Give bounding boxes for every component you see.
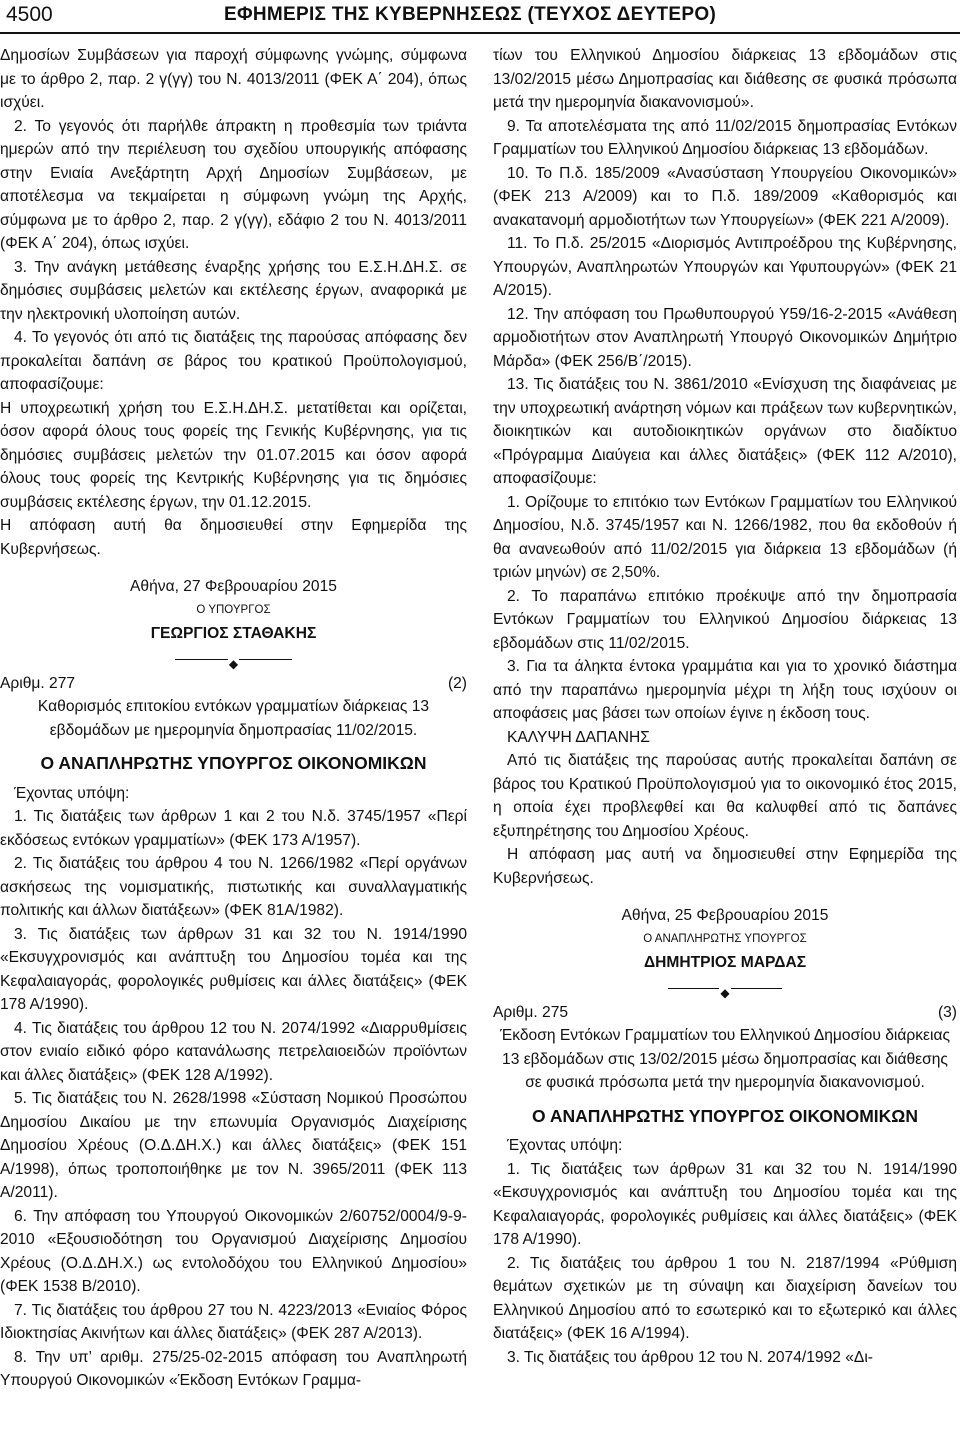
having-label: Έχοντας υπόψη: xyxy=(14,784,130,802)
paragraph: Η απόφαση αυτή θα δημοσιευθεί στην Εφημερίδα της Κυβερνήσεως. xyxy=(0,517,467,558)
diamond-icon: ◆ xyxy=(228,656,239,671)
signing-date: Αθήνα, 25 Φεβρουαρίου 2015 xyxy=(621,907,829,924)
diamond-icon: ◆ xyxy=(720,985,730,1000)
decision-number-row xyxy=(493,1001,957,1025)
decision-number-row xyxy=(0,672,467,696)
list-item: 2. Τις διατάξεις του άρθρου 4 του Ν. 1266/1982 «Περί οργάνων ασκήσεως της νομισματικής, πιστωτικής και συναλλαγματικής πολιτικής και άλλων διατάξεων» (ΦΕΚ 81Α/1982). xyxy=(0,855,467,919)
section-separator xyxy=(0,652,467,671)
decision-title: Έκδοση Εντόκων Γραμματίων του Ελληνικού Δημοσίου διάρκειας 13 εβδομάδων στις 13/02/2015 μέσω δημοπρασίας και διάθεσης σε φυσικά πρόσωπα μετά την ημερομηνία διακανονισμού. xyxy=(500,1027,950,1091)
signatory-role: Ο ΑΝΑΠΛΗΡΩΤΗΣ ΥΠΟΥΡΓΟΣ xyxy=(643,932,807,945)
authority-heading: Ο ΑΝΑΠΛΗΡΩΤΗΣ ΥΠΟΥΡΓΟΣ ΟΙΚΟΝΟΜΙΚΩΝ xyxy=(40,753,427,773)
list-item: 7. Τις διατάξεις του άρθρου 27 του Ν. 4223/2013 «Ενιαίος Φόρος Ιδιοκτησίας Ακινήτων και άλλες διατάξεις» (ΦΕΚ 287 Α/2013). xyxy=(0,1301,467,1342)
having-label: Έχοντας υπόψη: xyxy=(507,1137,623,1154)
authority-heading: Ο ΑΝΑΠΛΗΡΩΤΗΣ ΥΠΟΥΡΓΟΣ ΟΙΚΟΝΟΜΙΚΩΝ xyxy=(532,1105,918,1126)
list-item: 5. Τις διατάξεις του Ν. 2628/1998 «Σύσταση Νομικού Προσώπου Δημοσίου Δικαίου με την επωνυμία Οργανισμός Διαχείρισης Δημοσίου Χρέους (Ο.Δ.ΔΗ.Χ.) και άλλες διατάξεις» (ΦΕΚ 151 Α/1998), όπως τροποποιήθηκε με τον Ν. 3965/2011 (ΦΕΚ 113 Α/2011). xyxy=(0,1090,467,1201)
decision-number: Αριθμ. 277 xyxy=(0,674,76,692)
decision-title: Καθορισμός επιτοκίου εντόκων γραμματίων διάρκειας 13 εβδομάδων με ημερομηνία δημοπρασίας 11/02/2015. xyxy=(37,698,430,739)
section-separator xyxy=(493,981,957,1000)
decision-item: 3. Για τα άληκτα έντοκα γραμμάτια και για το χρονικό διάστημα από την παραπάνω ημερομηνία μέχρι τη λήξη τους ισχύουν οι αποφάσεις μας βάσει των οποίων έγινε η έκδοση τους. xyxy=(493,658,957,722)
list-item: 9. Τα αποτελέσματα της από 11/02/2015 δημοπρασίας Εντόκων Γραμματίων του Ελληνικού Δημοσίου διάρκειας 13 εβδομάδων. xyxy=(493,117,957,158)
list-item: 12. Την απόφαση του Πρωθυπουργού Υ59/16-2-2015 «Ανάθεση αρμοδιοτήτων στον Αναπληρωτή Υπουργό Οικονομικών Δημήτριο Μάρδα» (ΦΕΚ 256/Β΄/2015). xyxy=(493,305,957,370)
decision-index: (2) xyxy=(447,674,467,692)
paragraph: τίων του Ελληνικού Δημοσίου διάρκειας 13 εβδομάδων στις 13/02/2015 μέσω Δημοπρασίας και διάθεσης σε φυσικά πρόσωπα μετά την ημερομηνία διακανονισμού». xyxy=(493,47,957,111)
list-item: 1. Τις διατάξεις των άρθρων 31 και 32 του Ν. 1914/1990 «Εκσυγχρονισμός και ανάπτυξη του Δημοσίου τομέα και της Κεφαλαιαγοράς, φορολογικές ρυθμίσεις και άλλες διατάξεις» (ΦΕΚ 178 Α/1990). xyxy=(493,1160,957,1248)
list-item: 8. Την υπ’ αριθμ. 275/25-02-2015 απόφαση του Αναπληρωτή Υπουργού Οικονομικών «Έκδοση Εντόκων Γραμμα- xyxy=(0,1348,467,1389)
signatory-name: ΓΕΩΡΓΙΟΣ ΣΤΑΘΑΚΗΣ xyxy=(150,625,317,642)
list-item: 6. Την απόφαση του Υπουργού Οικονομικών 2/60752/0004/9-9-2010 «Εξουσιοδότηση του Οργανισμού Διαχείρισης Δημοσίου Χρέους (Ο.Δ.ΔΗ.Χ.) ως εντολοδόχου του Ελληνικού Δημοσίου» (ΦΕΚ 1538 Β/2010). xyxy=(0,1207,467,1295)
list-item: 3. Τις διατάξεις του άρθρου 12 του Ν. 2074/1992 «Δι- xyxy=(507,1348,873,1366)
list-item: 10. Το Π.δ. 185/2009 «Ανασύσταση Υπουργείου Οικονομικών» (ΦΕΚ 213 Α/2009) και το Π.δ. 189/2009 «Καθορισμός και ανακατανομή αρμοδιοτήτων των Υπουργείων» (ΦΕΚ 221 Α/2009). xyxy=(493,164,957,229)
page-number: 4500 xyxy=(6,3,53,26)
paragraph: Η υποχρεωτική χρήση του Ε.Σ.Η.ΔΗ.Σ. μετατίθεται και ορίζεται, όσον αφορά όλους τους φορείς της Γενικής Κυβέρνησης, για τις δημόσιες συμβάσεις μελετών την 01.07.2015 και όσον αφορά όλους τους φορείς της Κεντρικής Κυβέρνησης για τις δημόσιες συμβάσεις εκτέλεσης έργων, την 01.12.2015. xyxy=(0,399,467,511)
cost-heading: ΚΑΛΥΨΗ ΔΑΠΑΝΗΣ xyxy=(507,728,650,746)
decision-index: (3) xyxy=(937,1003,957,1021)
decision-item: 2. Το παραπάνω επιτόκιο προέκυψε από την δημοπρασία Εντόκων Γραμματίων του Ελληνικού Δημοσίου διάρκειας 13 εβδομάδων στις 11/02/2015. xyxy=(493,587,957,652)
list-item: 11. Το Π.δ. 25/2015 «Διορισμός Αντιπροέδρου της Κυβέρνησης, Υπουργών, Αναπληρωτών Υπουργών και Υφυπουργών» (ΦΕΚ 21 Α/2015). xyxy=(493,235,957,299)
paragraph: Δημοσίων Συμβάσεων για παροχή σύμφωνης γνώμης, σύμφωνα με το άρθρο 2, παρ. 2 γ(γγ) του Ν. 4013/2011 (ΦΕΚ Α΄ 204), όπως ισχύει. xyxy=(0,47,467,111)
decision-number: Αριθμ. 275 xyxy=(493,1003,569,1021)
list-item: 13. Τις διατάξεις του Ν. 3861/2010 «Ενίσχυση της διαφάνειας με την υποχρεωτική ανάρτηση νόμων και πράξεων των κυβερνητικών, διοικητικών και αυτοδιοικητικών οργάνων στο διαδίκτυο «Πρόγραμμα Διαύγεια και άλλες διατάξεις» (ΦΕΚ 112 Α/2010), αποφασίζουμε: xyxy=(493,376,957,487)
list-item: 1. Τις διατάξεις των άρθρων 1 και 2 του Ν.δ. 3745/1957 «Περί εκδόσεως εντόκων γραμματίων» (ΦΕΚ 173 Α/1957). xyxy=(0,808,467,849)
page-header xyxy=(0,0,960,34)
signatory-name: ΔΗΜΗΤΡΙΟΣ ΜΑΡΔΑΣ xyxy=(643,954,807,971)
signatory-role: Ο ΥΠΟΥΡΓΟΣ xyxy=(196,603,271,616)
list-item: 4. Τις διατάξεις του άρθρου 12 του Ν. 2074/1992 «Διαρρυθμίσεις στον ενιαίο ειδικό φόρο κατανάλωσης πετρελαιοειδών προϊόντων και άλλες διατάξεις» (ΦΕΚ 128 Α/1992). xyxy=(0,1019,467,1084)
left-column xyxy=(0,44,467,1393)
right-column xyxy=(493,44,957,1369)
paragraph: 4. Το γεγονός ότι από τις διατάξεις της παρούσας απόφασης δεν προκαλείται δαπάνη σε βάρος του κρατικού Προϋπολογισμού, αποφασίζουμε: xyxy=(0,329,467,393)
list-item: 3. Τις διατάξεις των άρθρων 31 και 32 του Ν. 1914/1990 «Εκσυγχρονισμός και ανάπτυξη του Δημοσίου τομέα και της Κεφαλαιαγοράς, φορολογικές ρυθμίσεις και άλλες διατάξεις» (ΦΕΚ 178 Α/1990). xyxy=(0,925,467,1013)
paragraph: Από τις διατάξεις της παρούσας αυτής προκαλείται δαπάνη σε βάρος του Κρατικού Προϋπολογισμού για το οικονομικό έτος 2015, η οποία έχει προβλεφθεί και θα καλυφθεί από τις δαπάνες εξυπηρέτησης του Δημοσίου Χρέους. xyxy=(493,752,957,840)
decision-item: 1. Ορίζουμε το επιτόκιο των Εντόκων Γραμματίων του Ελληνικού Δημοσίου, Ν.δ. 3745/1957 και Ν. 1266/1982, που θα εκδοθούν ή θα ανανεωθούν από 11/02/2015 για διάρκεια 13 εβδομάδων (ή τριών μηνών) σε 2,50%. xyxy=(493,493,957,581)
list-item: 2. Τις διατάξεις του άρθρου 1 του Ν. 2187/1994 «Ρύθμιση θεμάτων σχετικών με τη σύναψη και διαχείριση δανείων του Ελληνικού Δημοσίου από το εσωτερικό και το εξωτερικό και άλλες διατάξεις» (ΦΕΚ 16 Α/1994). xyxy=(493,1254,957,1342)
paragraph: 2. Το γεγονός ότι παρήλθε άπρακτη η προθεσμία των τριάντα ημερών από την περιέλευση του σχεδίου υπουργικής απόφασης στην Ενιαία Ανεξάρτητη Αρχή Δημοσίων Συμβάσεων, με αποτέλεσμα να τεκμαίρεται η σύμφωνη γνώμη της Αρχής, σύμφωνα με το άρθρο 2, παρ. 2 γ(γγ), εδάφιο 2 του Ν. 4013/2011 (ΦΕΚ Α΄ 204), όπως ισχύει. xyxy=(0,117,467,252)
paragraph: 3. Την ανάγκη μετάθεσης έναρξης χρήσης του Ε.Σ.Η.ΔΗ.Σ. σε δημόσιες συμβάσεις μελετών και εκτέλεσης έργων, αναφορικά με την ηλεκτρονική υλοποίηση αυτών. xyxy=(0,258,467,323)
signing-date: Αθήνα, 27 Φεβρουαρίου 2015 xyxy=(130,578,337,595)
paragraph: Η απόφαση μας αυτή να δημοσιευθεί στην Εφημερίδα της Κυβερνήσεως. xyxy=(493,846,957,887)
gazette-title: ΕΦΗΜΕΡΙΣ ΤΗΣ ΚΥΒΕΡΝΗΣΕΩΣ (ΤΕΥΧΟΣ ΔΕΥΤΕΡΟ) xyxy=(224,4,717,25)
